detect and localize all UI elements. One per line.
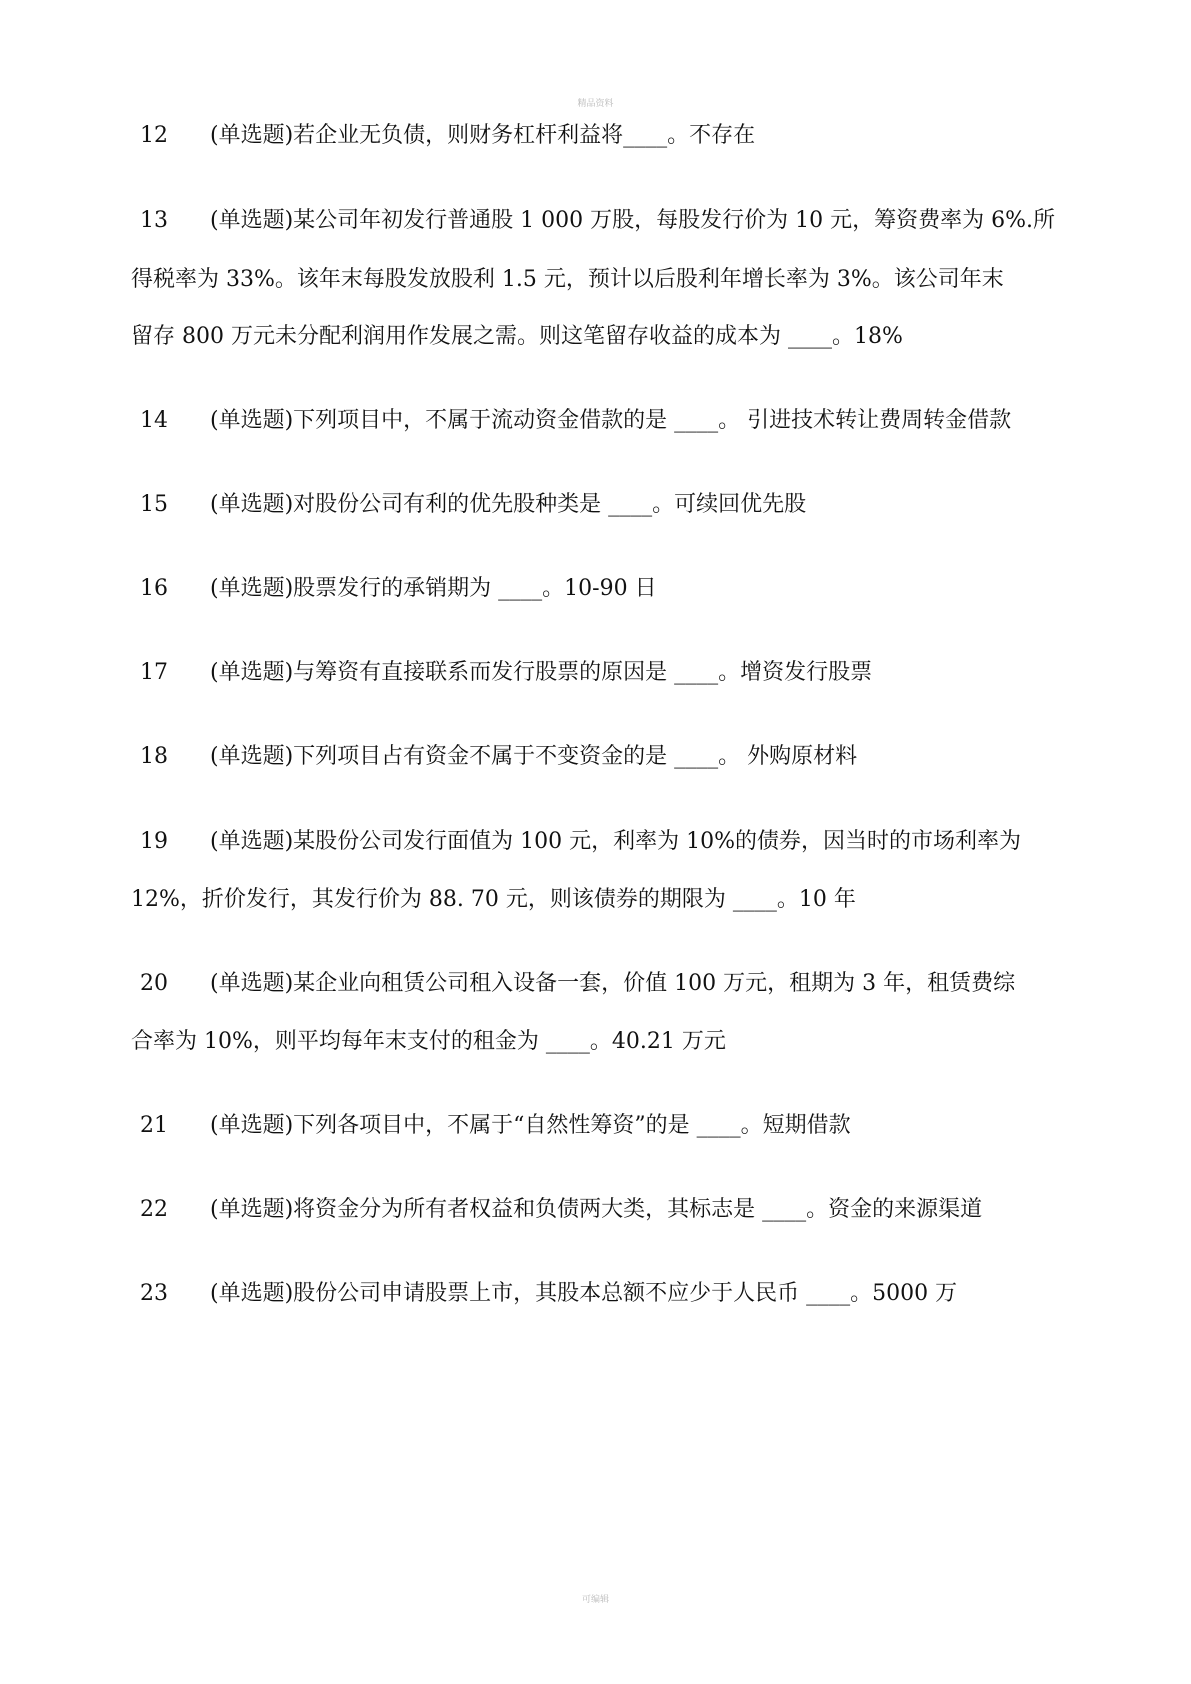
question-text: (单选题)下列项目占有资金不属于不变资金的是 ____。 外购原材料	[210, 744, 858, 769]
question-text: (单选题)股票发行的承销期为 ____。10-90 日	[210, 576, 657, 601]
question-13-line-3: 留存 800 万元未分配利润用作发展之需。则这笔留存收益的成本为 ____。18%	[131, 324, 903, 349]
question-number: 16	[140, 576, 168, 601]
question-number: 12	[140, 123, 168, 148]
question-text: (单选题)下列各项目中，不属于“自然性筹资”的是 ____。短期借款	[210, 1113, 851, 1138]
question-12	[130, 105, 1085, 167]
question-text: (单选题)某企业向租赁公司租入设备一套，价值 100 万元，租期为 3 年，租赁费综	[210, 971, 1016, 996]
question-number: 14	[140, 408, 168, 433]
header-watermark: 精品资料	[577, 99, 614, 109]
question-20	[130, 953, 1085, 1015]
question-19	[130, 811, 1085, 873]
question-text: (单选题)将资金分为所有者权益和负债两大类，其标志是 ____。资金的来源渠道	[210, 1197, 983, 1222]
question-13-line-2: 得税率为 33%。该年末每股发放股利 1.5 元，预计以后股利年增长率为 3%。该公司年末	[131, 267, 1004, 292]
question-13	[130, 190, 1085, 252]
question-16	[130, 558, 1085, 620]
question-15	[130, 474, 1085, 536]
question-text: (单选题)下列项目中，不属于流动资金借款的是 ____。 引进技术转让费周转金借款	[210, 408, 1012, 433]
question-17	[130, 642, 1085, 704]
footer-watermark: 可编辑	[581, 1595, 609, 1605]
question-20-line-2: 合率为 10%，则平均每年末支付的租金为 ____。40.21 万元	[131, 1029, 726, 1054]
question-23	[130, 1263, 1085, 1325]
question-text: (单选题)股份公司申请股票上市，其股本总额不应少于人民币 ____。5000 万	[210, 1281, 958, 1306]
question-number: 17	[140, 660, 168, 685]
question-number: 15	[140, 492, 168, 517]
question-text: (单选题)与筹资有直接联系而发行股票的原因是 ____。增资发行股票	[210, 660, 873, 685]
question-18	[130, 726, 1085, 788]
question-text: (单选题)对股份公司有利的优先股种类是 ____。可续回优先股	[210, 492, 807, 517]
question-number: 23	[140, 1281, 168, 1306]
question-14	[130, 390, 1085, 452]
question-22	[130, 1179, 1085, 1241]
question-text: (单选题)某股份公司发行面值为 100 元，利率为 10%的债券，因当时的市场利率为	[210, 829, 1022, 854]
question-number: 13	[140, 208, 168, 233]
question-text: (单选题)若企业无负债，则财务杠杆利益将____。不存在	[210, 123, 756, 148]
question-19-line-2: 12%，折价发行，其发行价为 88. 70 元，则该债券的期限为 ____。10 年	[131, 887, 856, 912]
question-number: 22	[140, 1197, 168, 1222]
question-text: (单选题)某公司年初发行普通股 1 000 万股，每股发行价为 10 元，筹资费率为 6%.所	[210, 208, 1056, 233]
question-number: 19	[140, 829, 168, 854]
question-number: 18	[140, 744, 168, 769]
question-number: 21	[140, 1113, 168, 1138]
question-number: 20	[140, 971, 168, 996]
question-21	[130, 1095, 1085, 1157]
